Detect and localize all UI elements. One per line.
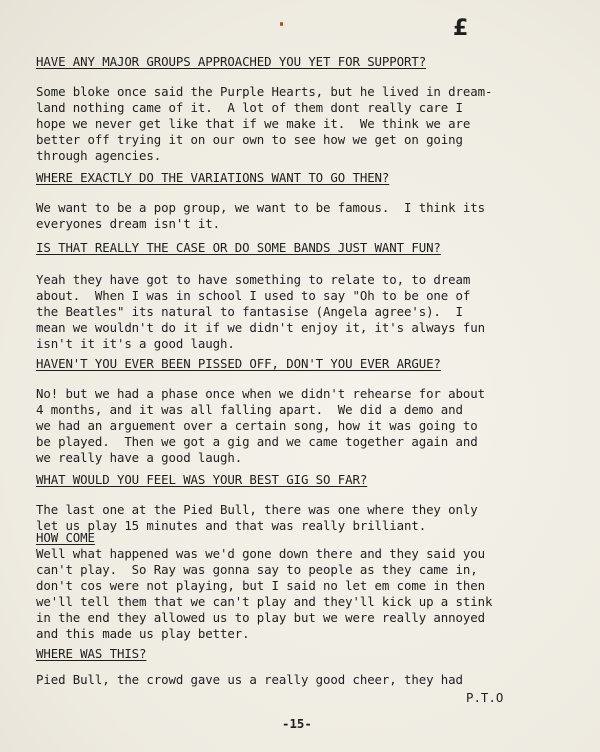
question-where: WHERE WAS THIS? [36,646,147,661]
question-support: HAVE ANY MAJOR GROUPS APPROACHED YOU YET FOR SUPPORT? [36,54,427,69]
question-how-come: HOW COME [36,530,95,545]
question-variations: WHERE EXACTLY DO THE VARIATIONS WANT TO GO THEN? [36,170,390,185]
answer-how-come: Well what happened was we'd gone down there and they said you can't play. So Ray was gonna say to people as they came in, don't cos were not playing, but I said no let em come in then we'll tell them that we can't play and they'll kick up a stink in the end they allowed us to play but we were really annoyed and this made us play better. [36,546,493,641]
question-fun: IS THAT REALLY THE CASE OR DO SOME BANDS JUST WANT FUN? [36,240,441,255]
answer-variations: We want to be a pop group, we want to be famous. I think its everyones dream isn't it. [36,200,485,231]
pto-note: P.T.O [466,690,504,705]
answer-argue: No! but we had a phase once when we didn't rehearse for about 4 months, and it was all falling apart. We did a demo and we had an arguement over a certain song, how it was going to be played. Then we got a gig and we came together again and we really have a good laugh. [36,386,485,465]
pound-mark: £ [453,16,469,41]
ink-speck [280,22,283,26]
question-best-gig: WHAT WOULD YOU FEEL WAS YOUR BEST GIG SO FAR? [36,472,368,487]
answer-support: Some bloke once said the Purple Hearts, but he lived in dream- land nothing came of it. A lot of them dont really care I hope we never get like that if we make it. We think we are better off trying it on our own to see how we get on going through agencies. [36,84,493,163]
page-number: -15- [282,716,312,731]
question-argue: HAVEN'T YOU EVER BEEN PISSED OFF, DON'T YOU EVER ARGUE? [36,356,441,371]
answer-fun: Yeah they have got to have something to relate to, to dream about. When I was in school I used to say "Oh to be one of the Beatles" its natural to fantasise (Angela agree's). I mean we wouldn't do it if we didn't enjoy it, it's always fun isn't it it's a good laugh. [36,272,485,351]
answer-where: Pied Bull, the crowd gave us a really good cheer, they had [36,672,463,687]
answer-best-gig: The last one at the Pied Bull, there was one where they only let us play 15 minutes and that was really brilliant. [36,502,478,533]
